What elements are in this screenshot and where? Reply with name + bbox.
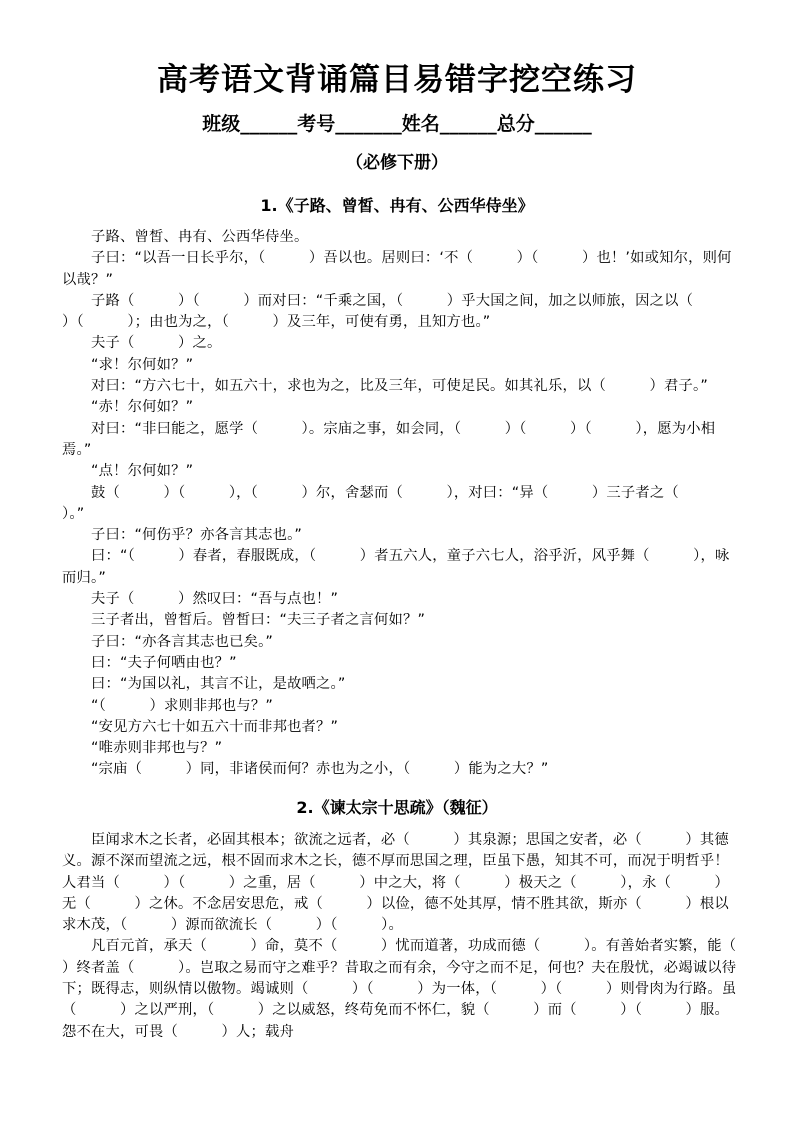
paragraph: 夫子（ ）然叹曰：“吾与点也！” xyxy=(91,591,339,608)
paragraph: “宗庙（ ）同，非诸侯而何？赤也为之小，（ ）能为之大？” xyxy=(91,761,549,778)
paragraph: “唯赤则非邦也与？” xyxy=(91,740,223,757)
paragraph: “点！尔何如？” xyxy=(91,463,194,480)
paragraph: 子曰：“以吾一日长乎尔，（ ）吾以也。居则曰：‘不（ ）（ ）也！’如或知尔，则何以哉？” xyxy=(62,250,732,288)
paragraph: 夫子（ ）之。 xyxy=(91,335,222,352)
paragraph: “（ ）求则非邦也与？” xyxy=(91,697,274,714)
paragraph: 对曰：“方六七十，如五六十，求也为之，比及三年，可使足民。如其礼乐，以（ ）君子。” xyxy=(91,378,708,395)
paragraph: 子曰：“亦各言其志也已矣。” xyxy=(91,633,274,650)
section-1-text xyxy=(62,227,738,781)
paragraph: 凡百元首，承天（ ）命，莫不（ ）忧而道著，功成而德（ ）。有善始者实繁，能（ ）终者盖（ ）。岂取之易而守之难乎？昔取之而有余，今守之而不足，何也？夫在殷忧，必竭诚以待下；既得志，则纵情以傲物。竭诚则（ ）（ ）为一体，（ ）（ ）则骨肉为行路。虽（ ）之以严刑，（ ）之以威怒，终苟免而不怀仁，貌（ ）而（ ）（ ）服。怨不在大，可畏（ ）人；载舟 xyxy=(62,938,780,1040)
paragraph: 三子者出，曾皙后。曾皙曰：“夫三子者之言何如？” xyxy=(91,612,426,629)
section-1-heading: 1.《子路、曾皙、冉有、公西华侍坐》 xyxy=(260,196,534,215)
paragraph: 对曰：“非曰能之，愿学（ ）。宗庙之事，如会同，（ ）（ ）（ ），愿为小相焉。” xyxy=(62,420,716,458)
paragraph: 子路、曾皙、冉有、公西华侍坐。 xyxy=(91,229,309,245)
paragraph: 子路（ ）（ ）而对曰：“千乘之国，（ ）乎大国之间，加之以师旅，因之以（ ）（ ）；由也为之，（ ）及三年，可使有勇，且知方也。” xyxy=(62,292,737,331)
paragraph: 曰：“夫子何哂由也？” xyxy=(91,654,237,671)
paragraph: 鼓（ ）（ ），（ ）尔，舍瑟而（ ），对曰：“异（ ）三子者之（ ）。” xyxy=(62,484,723,522)
section-2-text xyxy=(62,830,780,1043)
document-title: 高考语文背诵篇目易错字挖空练习 xyxy=(157,62,637,98)
student-info-line: 班级______考号_______姓名______总分______ xyxy=(202,113,592,135)
volume-subtitle: （必修下册） xyxy=(346,153,448,173)
paragraph: 子曰：“何伤乎？亦各言其志也。” xyxy=(91,527,303,544)
paragraph: “赤！尔何如？” xyxy=(91,399,194,416)
paragraph: “安见方六七十如五六十而非邦也者？” xyxy=(91,718,339,735)
paragraph: 曰：“（ ）春者，春服既成，（ ）者五六人，童子六七人，浴乎沂，风乎舞（ ），咏而归。” xyxy=(62,548,730,586)
paragraph: 臣闻求木之长者，必固其根本；欲流之远者，必（ ）其泉源；思国之安者，必（ ）其德义。源不深而望流之远，根不固而求木之长，德不厚而思国之理，臣虽下愚，知其不可，而况于明哲乎！人君当（ ）（ ）之重，居（ ）中之大，将（ ）极天之（ ），永（ ）无（ ）之休。不念居安思危，戒（ ）以俭，德不处其厚，情不胜其欲，斯亦（ ）根以求木茂，（ ）源而欲流长（ ）（ ）。 xyxy=(62,832,730,934)
paragraph: 曰：“为国以礼，其言不让，是故哂之。” xyxy=(91,676,346,693)
paragraph: “求！尔何如？” xyxy=(91,356,194,373)
section-2-heading: 2.《谏太宗十思疏》（魏征） xyxy=(296,798,498,817)
